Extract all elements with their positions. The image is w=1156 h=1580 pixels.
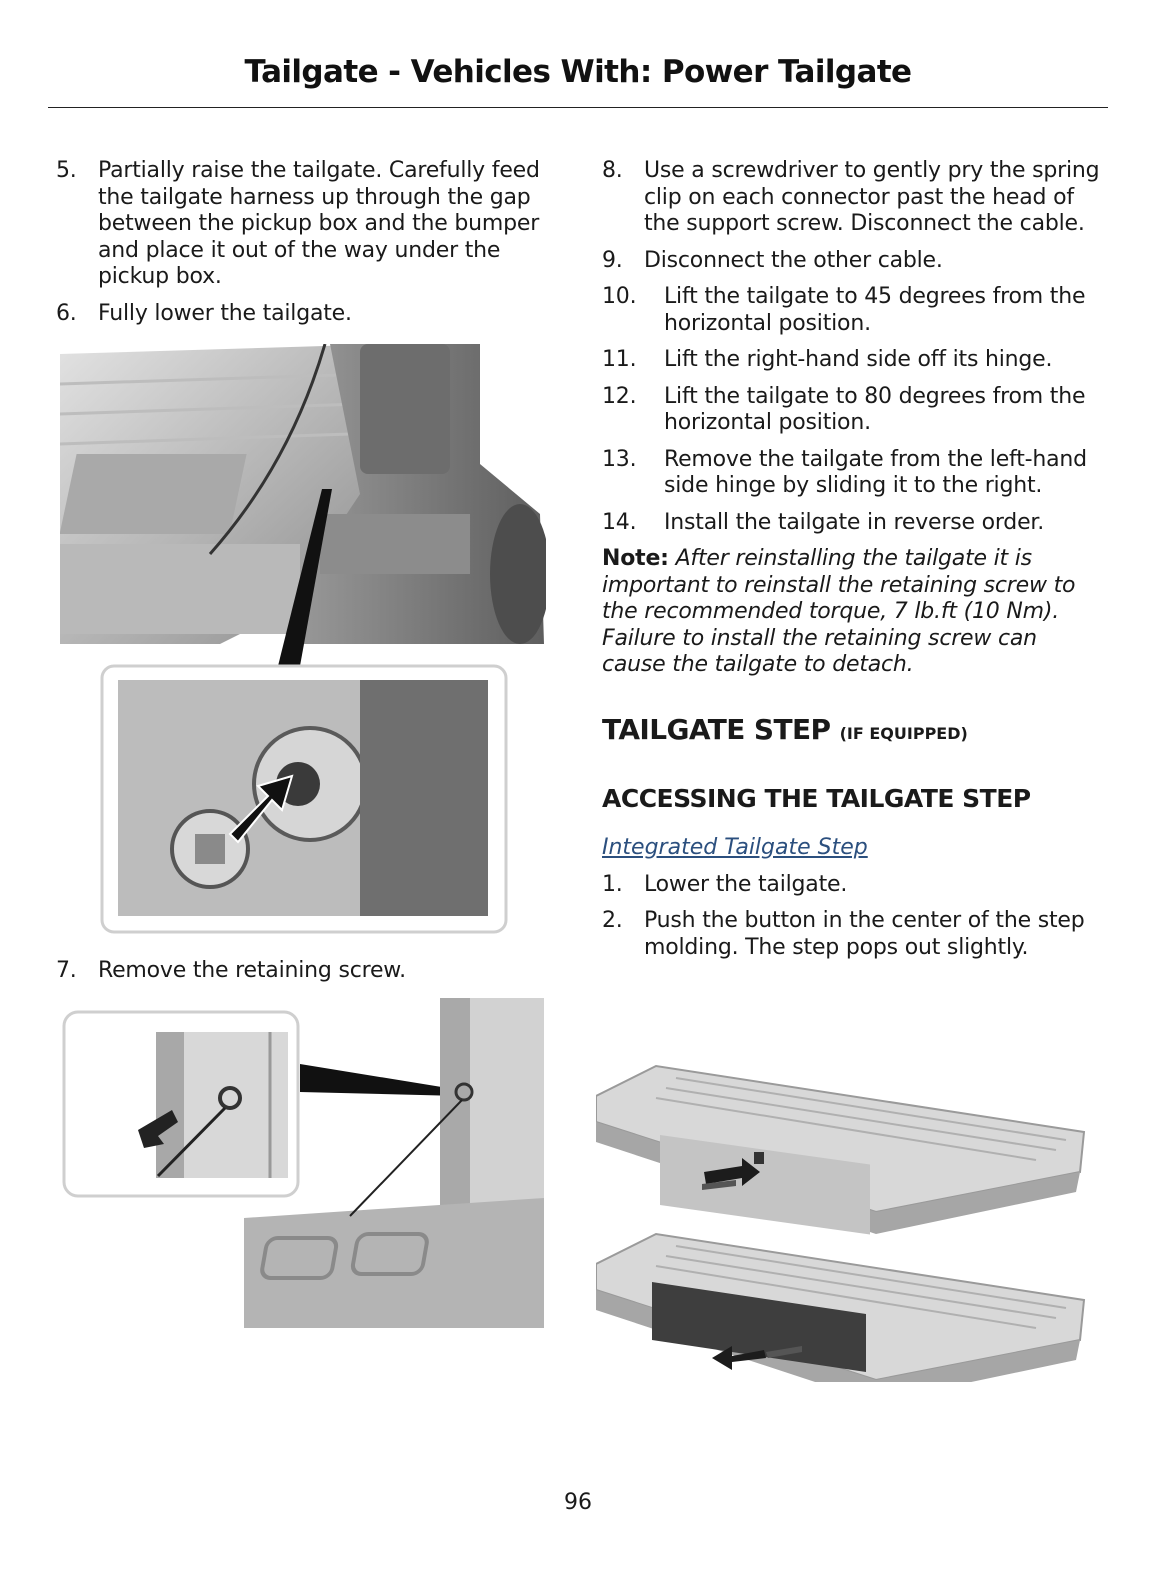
step-number: 11. xyxy=(602,347,637,372)
page-number: 96 xyxy=(564,1490,592,1515)
section-heading-text: TAILGATE STEP xyxy=(602,712,831,746)
steps-list-right xyxy=(602,158,1102,536)
step-text: Lift the right-hand side off its hinge. xyxy=(664,347,1053,372)
right-column xyxy=(602,158,1102,971)
note-label: Note: xyxy=(602,546,669,571)
step-8 xyxy=(602,158,1102,238)
access-step-1 xyxy=(602,872,1102,899)
step-9 xyxy=(602,248,1102,275)
step-text: Fully lower the tailgate. xyxy=(98,300,352,326)
steps-list-access xyxy=(602,872,1102,962)
access-step-2 xyxy=(602,908,1102,961)
step-text: Push the button in the center of the step molding. The step pops out slightly. xyxy=(644,908,1085,960)
step-10 xyxy=(602,284,1102,337)
step-number: 7. xyxy=(56,958,77,983)
illustration-cable-disconnect xyxy=(60,998,546,1328)
step-6 xyxy=(56,301,554,328)
step-number: 1. xyxy=(602,871,623,897)
illustration-tailgate-step xyxy=(596,1062,1086,1382)
step-text: Use a screwdriver to gently pry the spring clip on each connector past the head of the support screw. Disconnect the cable. xyxy=(644,158,1100,236)
step-text: Install the tailgate in reverse order. xyxy=(664,509,1045,535)
step-13 xyxy=(602,447,1102,500)
step-number: 14. xyxy=(602,509,637,535)
illustration-retaining-screw xyxy=(60,344,546,936)
step-14 xyxy=(602,510,1102,537)
section-heading-suffix: (IF EQUIPPED) xyxy=(839,723,968,743)
step-number: 2. xyxy=(602,908,623,933)
step-7 xyxy=(56,958,554,985)
step-number: 10. xyxy=(602,284,637,309)
note-text: After reinstalling the tailgate it is important to reinstall the retaining screw to the recommended torque, 7 lb.ft (10 Nm). Failure to install the retaining screw can cause the tailgate to detach. xyxy=(602,546,1076,677)
step-5 xyxy=(56,158,554,291)
step-number: 9. xyxy=(602,247,623,273)
left-column xyxy=(56,158,554,337)
step-number: 5. xyxy=(56,158,77,183)
step-text: Lift the tailgate to 80 degrees from the horizontal position. xyxy=(664,383,1086,435)
step-number: 6. xyxy=(56,300,77,326)
note xyxy=(602,546,1102,679)
step-number: 12. xyxy=(602,383,637,409)
step-number: 13. xyxy=(602,446,637,472)
step-11 xyxy=(602,347,1102,374)
step-12 xyxy=(602,384,1102,437)
steps-list-a xyxy=(56,158,554,327)
page-title: Tailgate - Vehicles With: Power Tailgate xyxy=(244,54,912,90)
integrated-tailgate-step-link[interactable]: Integrated Tailgate Step xyxy=(602,834,868,860)
step-text: Lower the tailgate. xyxy=(644,871,848,897)
step-text: Partially raise the tailgate. Carefully feed the tailgate harness up through the gap between the pickup box and the bumper and place it out of the way under the pickup box. xyxy=(98,158,540,289)
steps-list-b xyxy=(56,958,554,985)
sub-heading: ACCESSING THE TAILGATE STEP xyxy=(602,783,1031,813)
title-divider xyxy=(48,107,1108,108)
step-text: Lift the tailgate to 45 degrees from the horizontal position. xyxy=(664,284,1086,336)
step-number: 8. xyxy=(602,158,623,183)
step-text: Remove the retaining screw. xyxy=(98,958,406,983)
left-column-lower xyxy=(56,958,554,995)
step-text: Disconnect the other cable. xyxy=(644,247,943,273)
section-heading xyxy=(602,713,1102,746)
step-text: Remove the tailgate from the left-hand side hinge by sliding it to the right. xyxy=(664,446,1087,498)
